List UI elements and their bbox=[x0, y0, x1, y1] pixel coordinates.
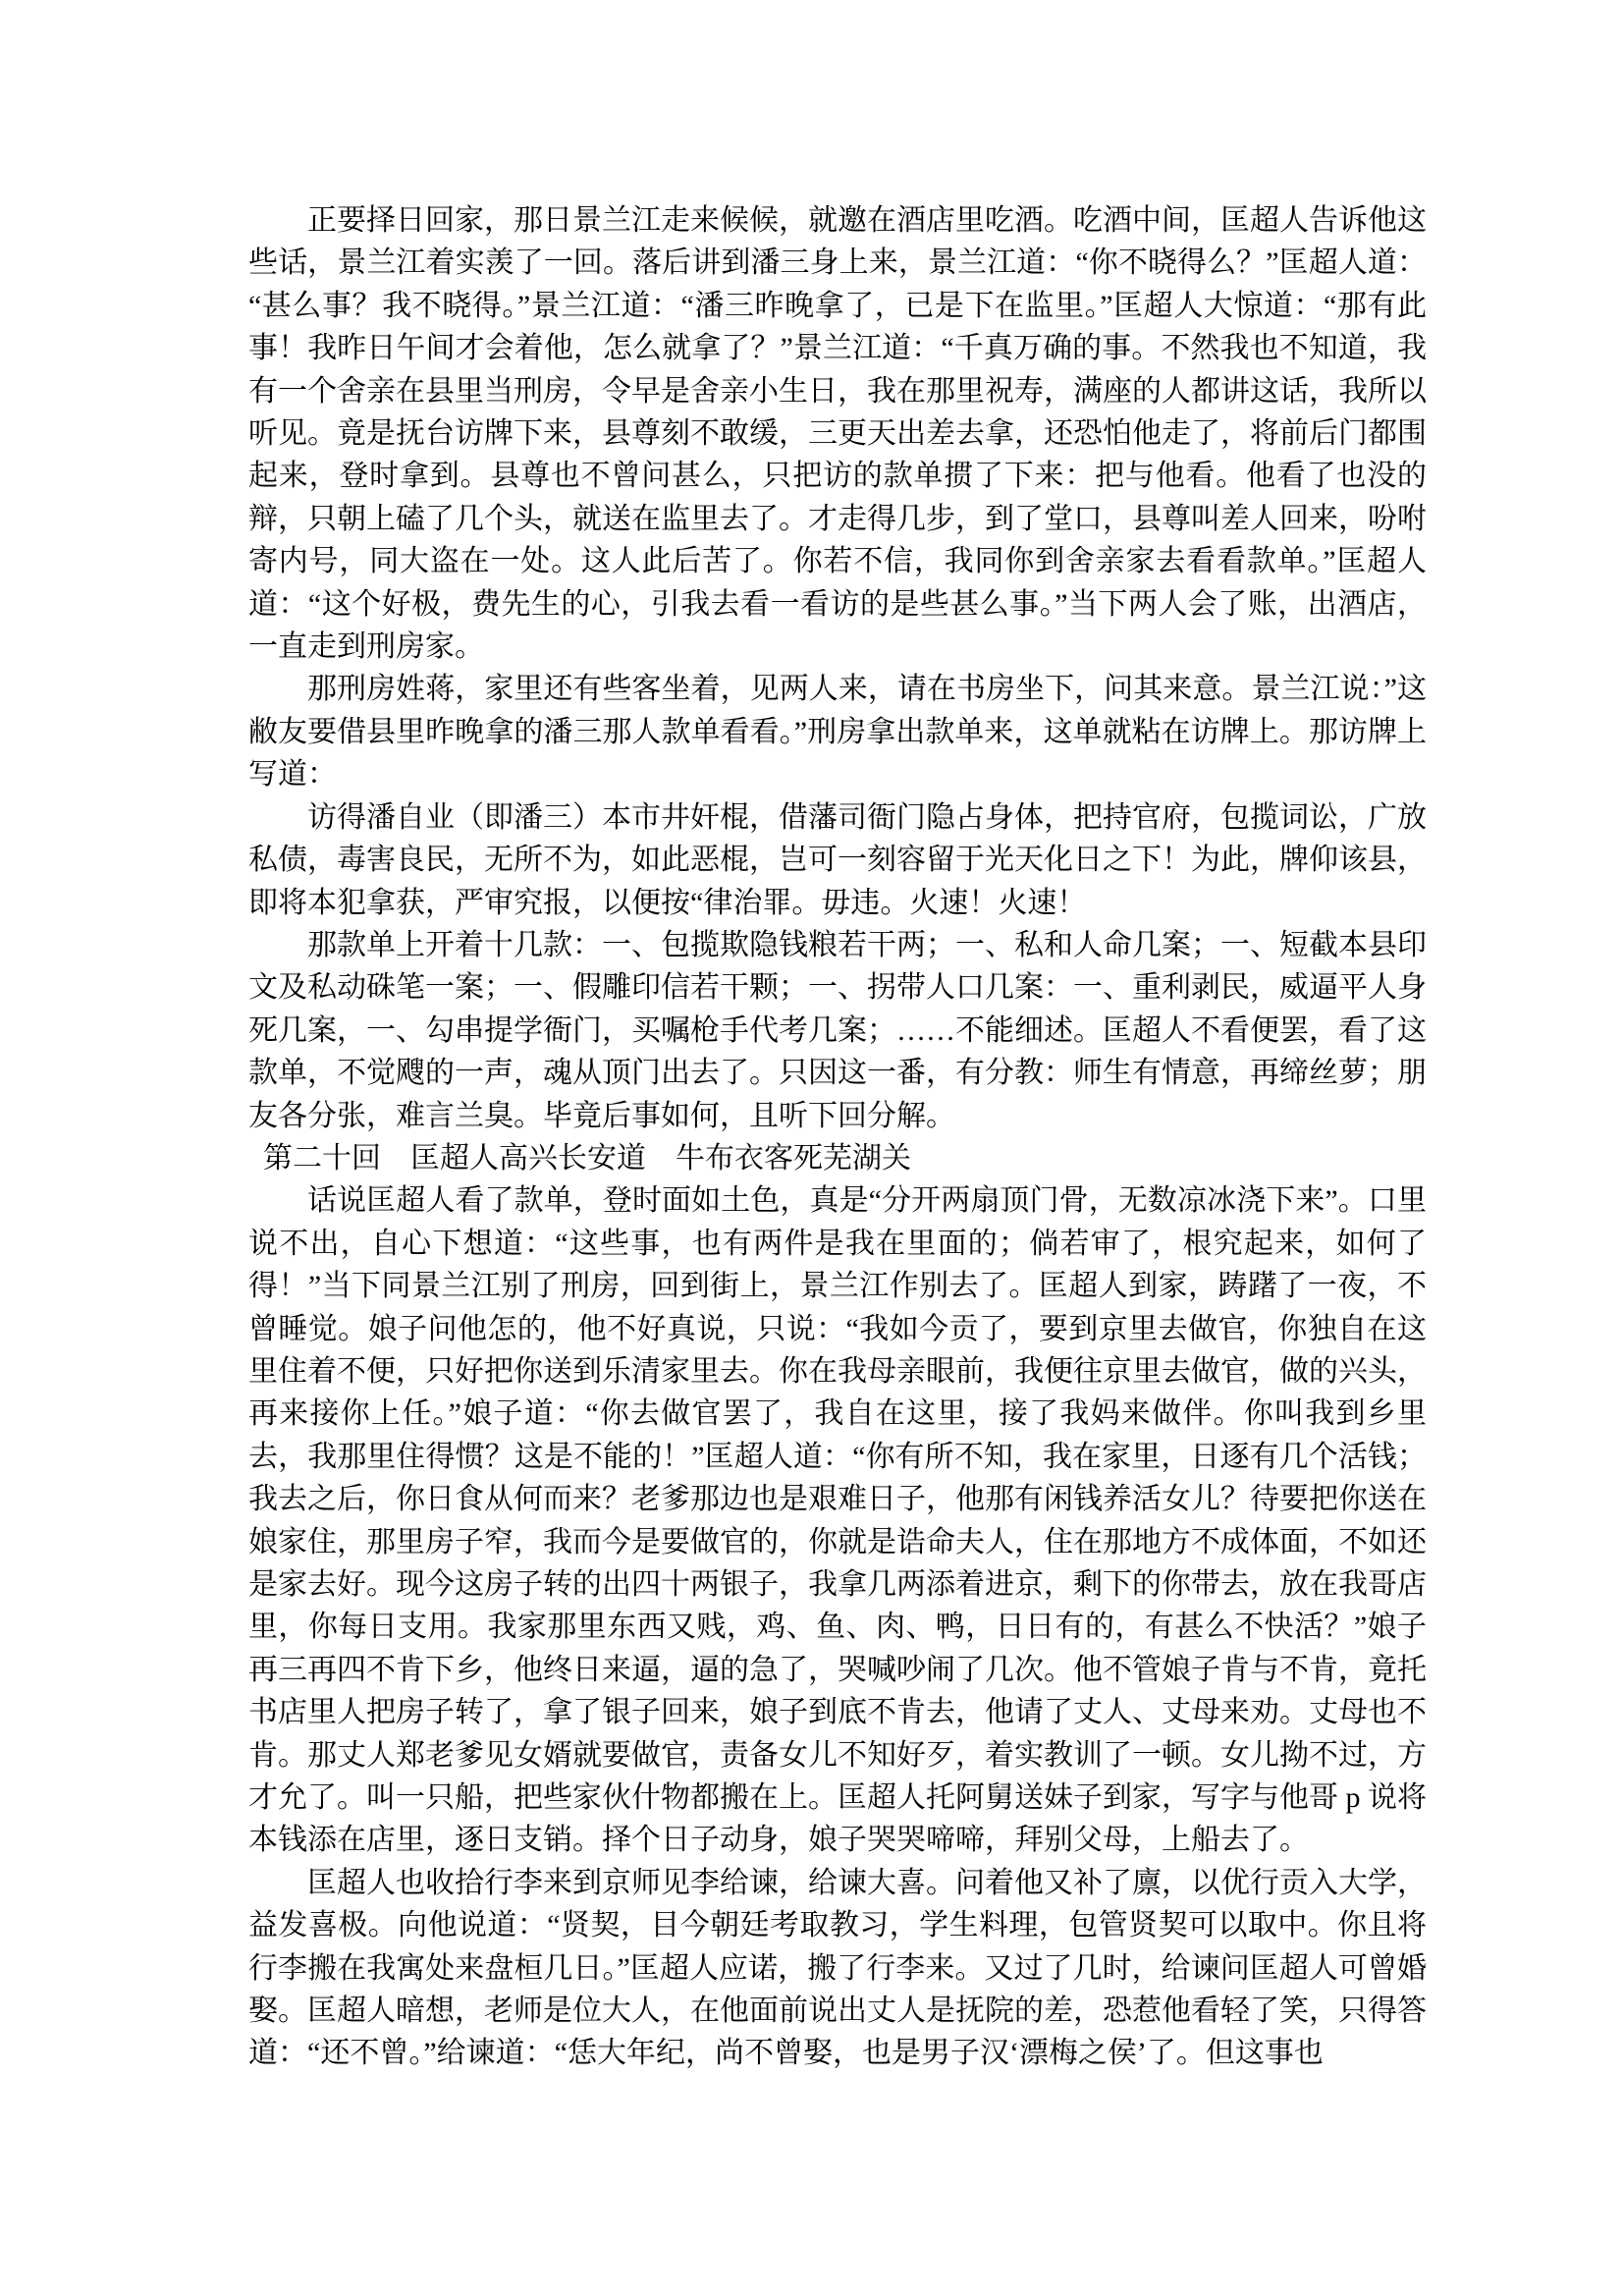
body-paragraph: 那刑房姓蒋，家里还有些客坐着，见两人来，请在书房坐下，问其来意。景兰江说：”这敝友要借县里昨晚拿的潘三那人款单看看。”刑房拿出款单来，这单就粘在访牌上。那访牌上写道： bbox=[248, 673, 1427, 792]
body-paragraph: 那款单上开着十几款：一、包揽欺隐钱粮若干两；一、私和人命几案；一、短截本县印文及私动硃笔一案；一、假雕印信若干颗；一、拐带人口几案：一、重利剥民，威逼平人身死几案，一、勾串提学衙门，买嘱枪手代考几案；……不能细述。匡超人不看便罢，看了这款单，不觉飕的一声，魂从顶门出去了。只因这一番，有分教：师生有情意，再缔丝萝；朋友各分张，难言兰臭。毕竟后事如何，且听下回分解。 bbox=[248, 928, 1427, 1132]
body-paragraph: 正要择日回家，那日景兰江走来候候，就邀在酒店里吃酒。吃酒中间，匡超人告诉他这些话，景兰江着实羡了一回。落后讲到潘三身上来，景兰江道：“你不晓得么？”匡超人道：“甚么事？我不晓得。”景兰江道：“潘三昨晚拿了，已是下在监里。”匡超人大惊道：“那有此事！我昨日午间才会着他，怎么就拿了？”景兰江道：“千真万确的事。不然我也不知道，我有一个舍亲在县里当刑房，令早是舍亲小生日，我在那里祝寿，满座的人都讲这话，我所以听见。竟是抚台访牌下来，县尊刻不敢缓，三更天出差去拿，还恐怕他走了，将前后门都围起来，登时拿到。县尊也不曾问甚么，只把访的款单掼了下来：把与他看。他看了也没的辩，只朝上磕了几个头，就送在监里去了。才走得几步，到了堂口，县尊叫差人回来，吩咐寄内号，同大盗在一处。这人此后苦了。你若不信，我同你到舍亲家去看看款单。”匡超人道：“这个好极，费先生的心，引我去看一看访的是些甚么事。”当下两人会了账，出酒店，一直走到刑房家。 bbox=[248, 204, 1427, 664]
body-paragraph: 话说匡超人看了款单，登时面如土色，真是“分开两扇顶门骨，无数凉冰浇下来”。口里说不出，自心下想道：“这些事，也有两件是我在里面的；倘若审了，根究起来，如何了得！”当下同景兰江别了刑房，回到街上，景兰江作别去了。匡超人到家，踌躇了一夜，不曾睡觉。娘子问他怎的，他不好真说，只说：“我如今贡了，要到京里去做官，你独自在这里住着不便，只好把你送到乐清家里去。你在我母亲眼前，我便往京里去做官，做的兴头，再来接你上任。”娘子道：“你去做官罢了，我自在这里，接了我妈来做伴。你叫我到乡里去，我那里住得惯？这是不能的！”匡超人道：“你有所不知，我在家里，日逐有几个活钱；我去之后，你日食从何而来？老爹那边也是艰难日子，他那有闲钱养活女儿？待要把你送在娘家住，那里房子窄，我而今是要做官的，你就是诰命夫人，住在那地方不成体面，不如还是家去好。现今这房子转的出四十两银子，我拿几两添着进京，剩下的你带去，放在我哥店里，你每日支用。我家那里东西又贱，鸡、鱼、肉、鸭，日日有的，有甚么不快活？”娘子再三再四不肯下乡，他终日来逼，逼的急了，哭喊吵闹了几次。他不管娘子肯与不肯，竟托书店里人把房子转了，拿了银子回来，娘子到底不肯去，他请了丈人、丈母来劝。丈母也不肯。那丈人郑老爹见女婿就要做官，责备女儿不知好歹，着实教训了一顿。女儿拗不过，方才允了。叫一只船，把些家伙什物都搬在上。匡超人托阿舅送妹子到家，写字与他哥 p 说将本钱添在店里，逐日支销。择个日子动身，娘子哭哭啼啼，拜别父母，上船去了。 bbox=[248, 1184, 1427, 1857]
body-paragraph: 访得潘自业（即潘三）本市井奸棍，借藩司衙门隐占身体，把持官府，包揽词讼，广放私债，毒害良民，无所不为，如此恶棍，岂可一刻容留于光天化日之下！为此，牌仰该县，即将本犯拿获，严审究报，以便按“律治罪。毋违。火速！火速！ bbox=[248, 800, 1427, 919]
chapter-heading: 第二十回 匡超人高兴长安道 牛布衣客死芜湖关 bbox=[263, 1141, 911, 1175]
body-paragraph: 匡超人也收拾行李来到京师见李给谏，给谏大喜。问着他又补了廪，以优行贡入大学，益发喜极。向他说道：“贤契，目今朝廷考取教习，学生料理，包管贤契可以取中。你且将行李搬在我寓处来盘桓几日。”匡超人应诺，搬了行李来。又过了几时，给谏问匡超人可曾婚娶。匡超人暗想，老师是位大人，在他面前说出丈人是抚院的差，恐惹他看轻了笑，只得答道：“还不曾。”给谏道：“恁大年纪，尚不曾娶，也是男子汉‘漂梅之侯’了。但这事也 bbox=[248, 1866, 1427, 2070]
text-content bbox=[248, 199, 1427, 2075]
